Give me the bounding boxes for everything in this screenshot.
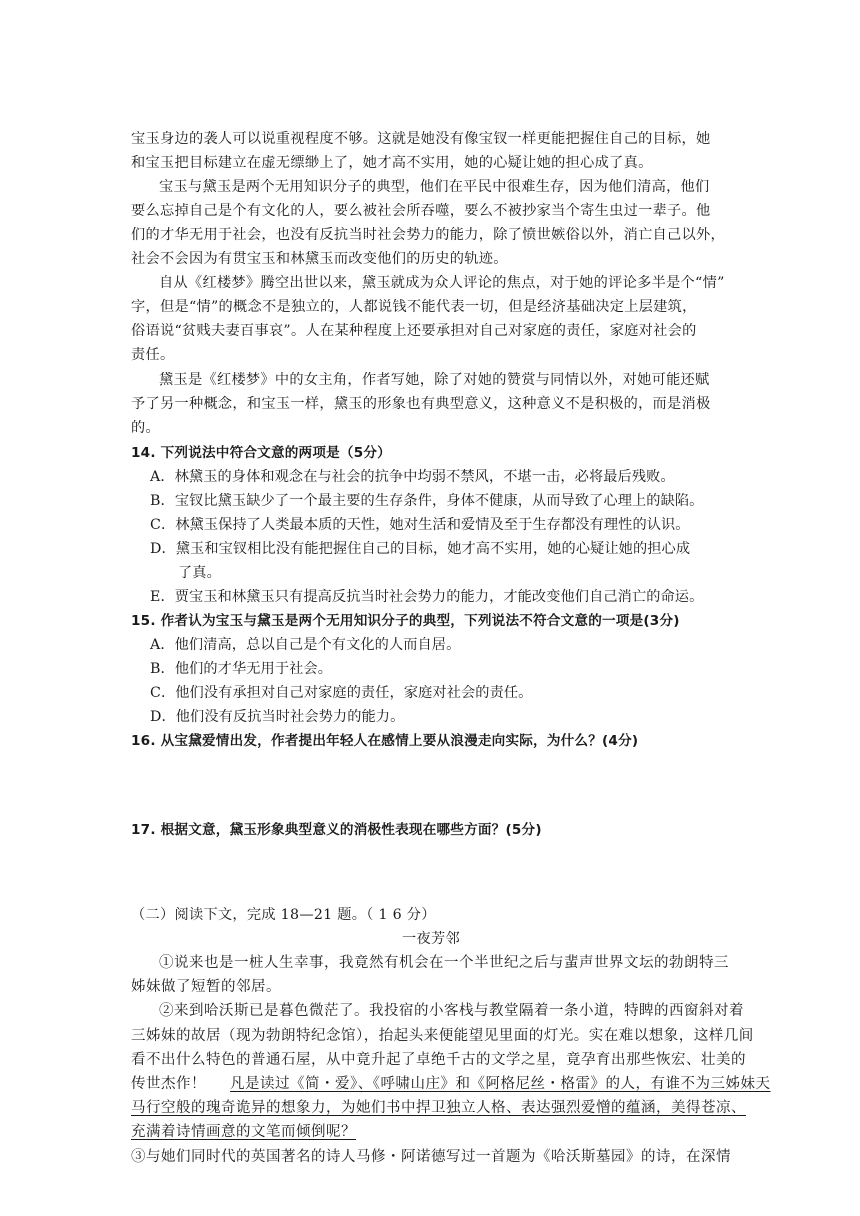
passage-line: 的。 — [131, 420, 160, 436]
section-2-heading: （二）阅读下文，完成 18—21 题。（ 1 6 分） — [131, 907, 436, 923]
passage-line: 字，但是“情”的概念不是独立的，人都说钱不能代表一切，但是经济基础决定上层建筑， — [131, 299, 697, 315]
q14-option-d-cont: 了真。 — [178, 565, 221, 581]
article-title: 一夜芳邻 — [402, 931, 460, 947]
passage-line: 黛玉是《红楼梦》中的女主角，作者写她，除了对她的赞赏与同情以外，对她可能还赋 — [159, 372, 710, 388]
q14-option-a: A．林黛玉的身体和观念在与社会的抗争中均弱不禁风，不堪一击，必将最后残败。 — [150, 469, 675, 485]
underlined-sentence: 马行空般的瑰奇诡异的想象力，为她们书中捍卫独立人格、表达强烈爱憎的蕴涵，美得苍凉、 — [131, 1100, 746, 1116]
question-14-stem: 14. 下列说法中符合文意的两项是（5分） — [131, 445, 391, 461]
passage-line: 要么忘掉自己是个有文化的人，要么被社会所吞噬，要么不被抄家当个寄生虫过一辈子。他 — [131, 203, 711, 219]
question-17-stem: 17. 根据文意，黛玉形象典型意义的消极性表现在哪些方面？(5分) — [131, 822, 542, 838]
passage-line: 和宝玉把目标建立在虚无缥缈上了，她才高不实用，她的心疑让她的担心成了真。 — [131, 155, 653, 171]
article-line: ③与她们同时代的英国著名的诗人马修・阿诺德写过一首题为《哈沃斯墓园》的诗，在深情 — [131, 1149, 731, 1165]
passage-line: 自从《红楼梦》腾空出世以来，黛玉就成为众人评论的焦点，对于她的评论多半是个“情” — [159, 275, 725, 291]
question-16-stem: 16. 从宝黛爱情出发，作者提出年轻人在感情上要从浪漫走向实际，为什么？(4分) — [131, 733, 639, 749]
underlined-sentence: 凡是读过《简・爱》、《呼啸山庄》和《阿格尼丝・格雷》的人，有谁不为三姊妹天 — [230, 1076, 771, 1092]
q14-option-b: B．宝钗比黛玉缺少了一个最主要的生存条件，身体不健康，从而导致了心理上的缺陷。 — [150, 493, 704, 509]
article-line: ①说来也是一桩人生幸事，我竟然有机会在一个半世纪之后与蜚声世界文坛的勃朗特三 — [159, 955, 729, 971]
q15-option-a: A．他们清高，总以自己是个有文化的人而自居。 — [150, 637, 461, 653]
underlined-sentence: 充满着诗情画意的文笔而倾倒呢？ — [131, 1124, 356, 1140]
q14-option-e: E．贾宝玉和林黛玉只有提高反抗当时社会势力的能力，才能改变他们自己消亡的命运。 — [150, 589, 704, 605]
passage-line: 社会不会因为有贯宝玉和林黛玉而改变他们的历史的轨迹。 — [131, 251, 508, 267]
passage-line: 宝玉身边的袭人可以说重视程度不够。这就是她没有像宝钗一样更能把握住自己的目标，她 — [131, 131, 711, 147]
question-15-stem: 15. 作者认为宝玉与黛玉是两个无用知识分子的典型，下列说法不符合文意的一项是(3分) — [131, 613, 680, 629]
article-line: 看不出什么特色的普通石屋，从中竟升起了卓绝千古的文学之星，竟孕育出那些恢宏、壮美的 — [131, 1052, 746, 1068]
q15-option-c: C．他们没有承担对自己对家庭的责任，家庭对社会的责任。 — [150, 685, 533, 701]
article-line: ②来到哈沃斯已是暮色微茫了。我投宿的小客栈与教堂隔着一条小道，特睥的西窗斜对着 — [159, 1003, 744, 1019]
passage-line: 予了另一种概念，和宝玉一样，黛玉的形象也有典型意义，这种意义不是积极的，而是消极 — [131, 396, 711, 412]
passage-line: 宝玉与黛玉是两个无用知识分子的典型，他们在平民中很难生存，因为他们清高，他们 — [159, 179, 710, 195]
q14-option-d: D．黛玉和宝钗相比没有能把握住自己的目标，她才高不实用，她的心疑让她的担心成 — [150, 541, 691, 557]
q15-option-b: B．他们的才华无用于社会。 — [150, 661, 332, 677]
passage-line: 俗语说“贫贱夫妻百事哀”。人在某种程度上还要承担对自己对家庭的责任，家庭对社会的 — [131, 323, 697, 339]
passage-line: 责任。 — [131, 347, 175, 363]
q15-option-d: D．他们没有反抗当时社会势力的能力。 — [150, 709, 405, 725]
article-line: 三姊妹的故居（现为勃朗特纪念馆），抬起头来便能望见里面的灯光。实在难以想象，这样几间 — [131, 1028, 754, 1044]
article-line: 姊妹做了短暂的邻居。 — [131, 979, 281, 995]
article-line: 传世杰作！ — [131, 1076, 206, 1092]
passage-line: 们的才华无用于社会，也没有反抗当时社会势力的能力，除了愤世嫉俗以外，消亡自己以外， — [131, 227, 725, 243]
q14-option-c: C．林黛玉保持了人类最本质的天性，她对生活和爱情及至于生存都没有理性的认识。 — [150, 517, 690, 533]
